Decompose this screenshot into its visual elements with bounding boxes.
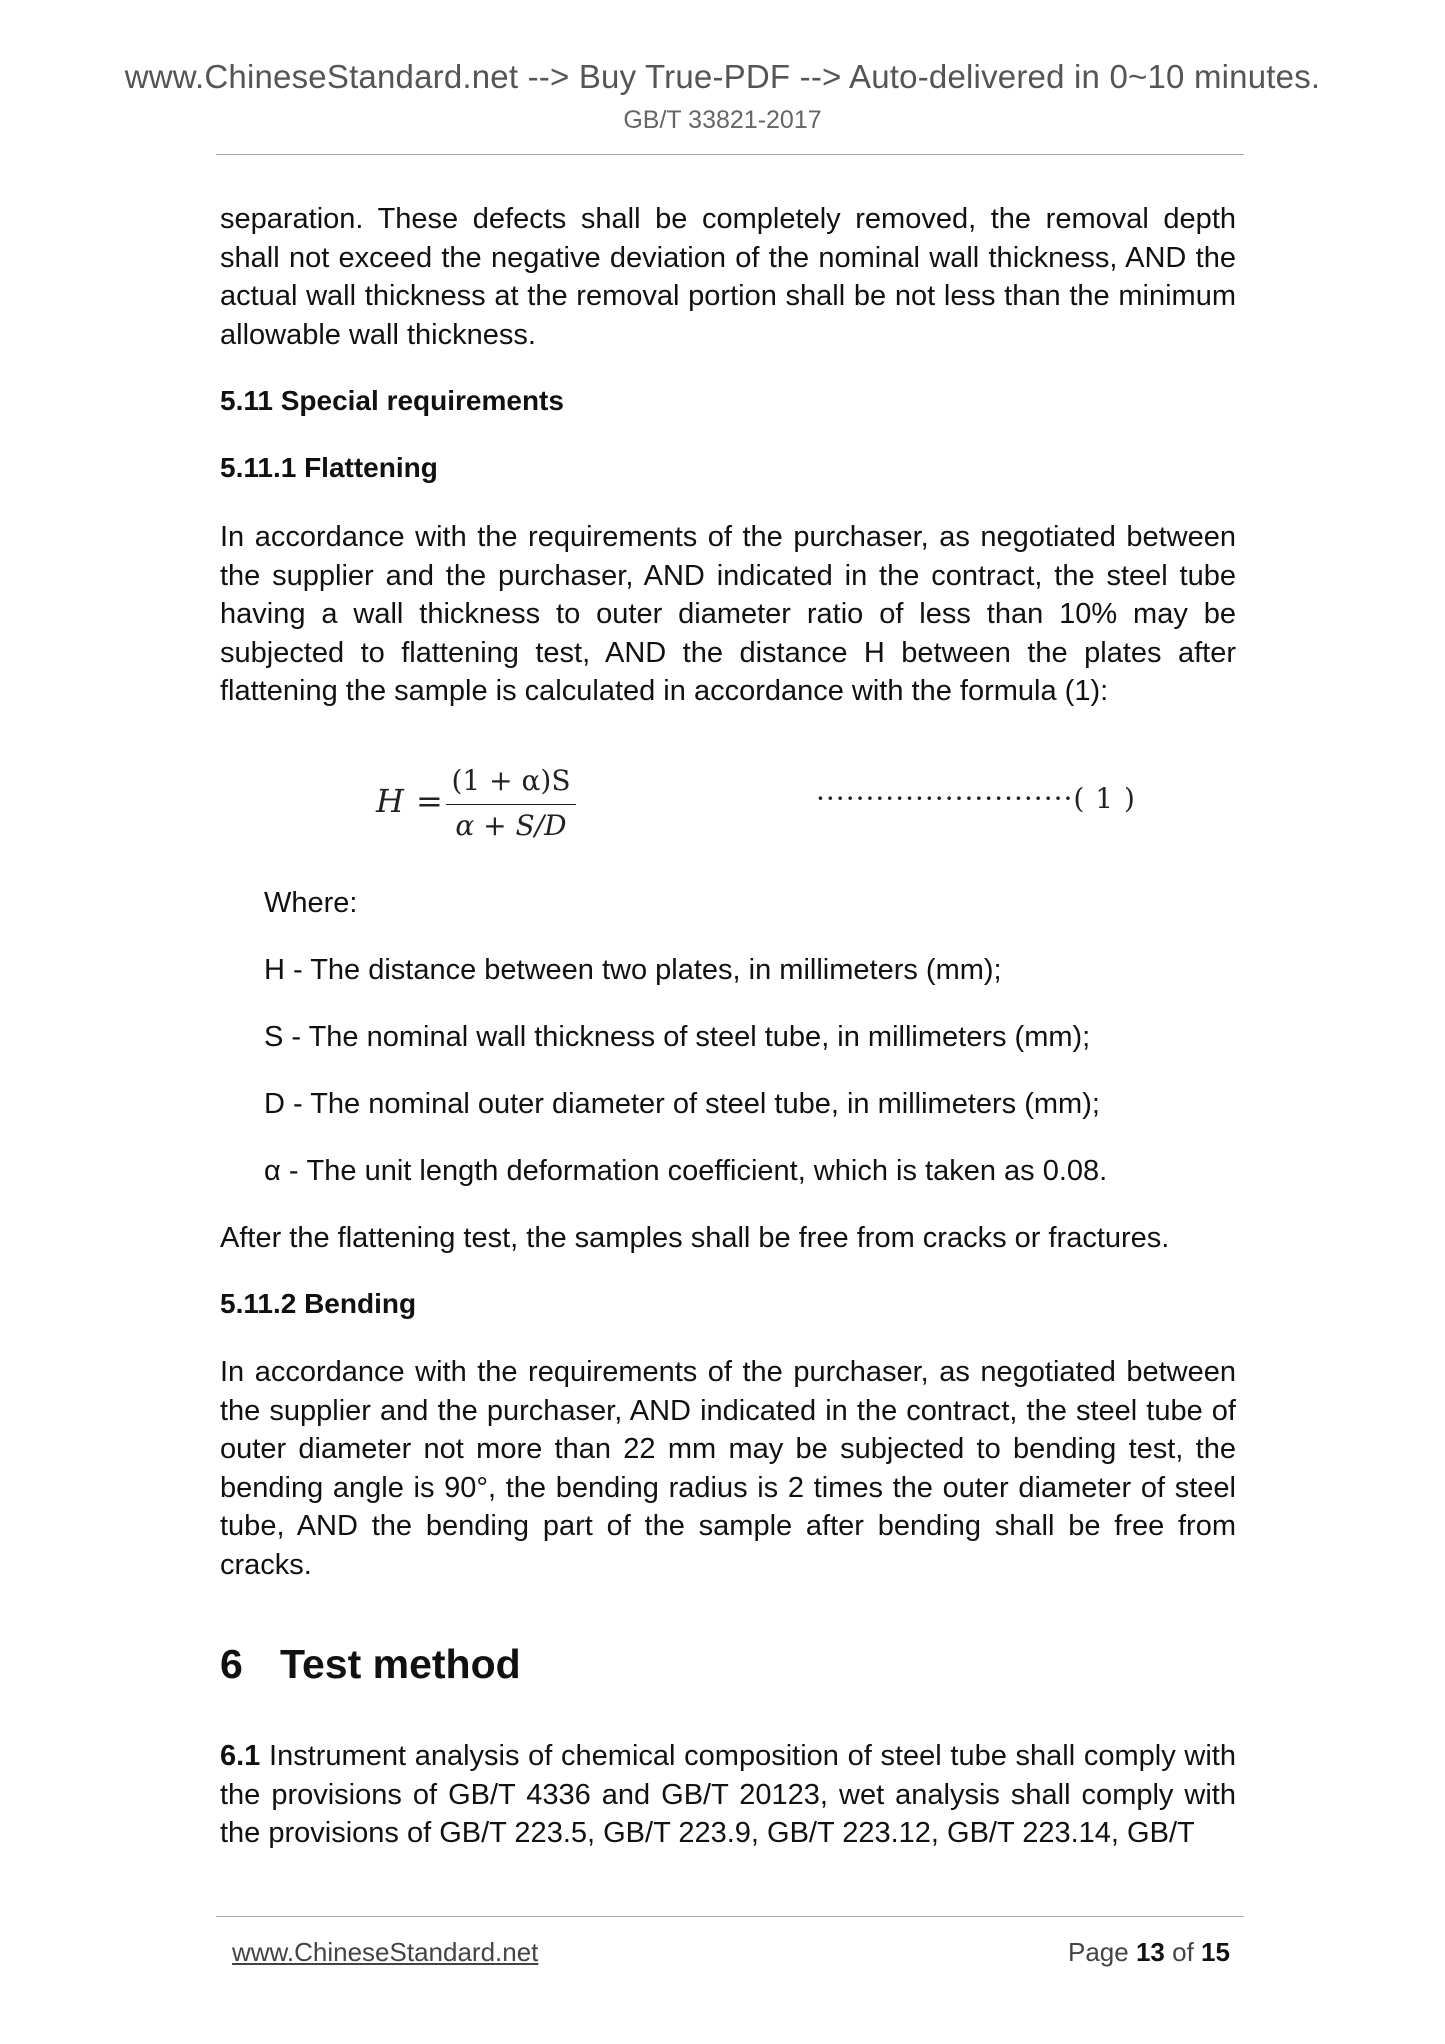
heading-5-11: 5.11 Special requirements (220, 385, 564, 416)
formula-fraction (446, 764, 576, 842)
header-banner: www.ChineseStandard.net --> Buy True-PDF --> Auto-delivered in 0~10 minutes. (124, 58, 1321, 95)
where-item-alpha: α - The unit length deformation coefficient, which is taken as 0.08. (264, 1155, 1108, 1187)
where-label: Where: (264, 887, 358, 919)
where-item-s: S - The nominal wall thickness of steel tube, in millimeters (mm); (264, 1021, 1091, 1053)
clause-6-1-text: Instrument analysis of chemical composition of steel tube shall comply with the provisions of GB/T 4336 and GB/T 20123, wet analysis shall comply with the provisions of GB/T 223.5, GB/T 223.9, GB/T 223.12, GB/T 223.14, GB/T (220, 1740, 1236, 1849)
footer-divider (216, 1916, 1244, 1917)
page-indicator (1068, 1937, 1230, 1968)
formula-1 (376, 756, 1236, 856)
formula-denominator: α + S/D (455, 809, 567, 842)
where-item-d: D - The nominal outer diameter of steel tube, in millimeters (mm); (264, 1088, 1100, 1120)
formula-lhs: H (376, 782, 404, 820)
clause-6-1-number: 6.1 (220, 1740, 261, 1772)
fraction-bar (446, 804, 576, 805)
paragraph-separation: separation. These defects shall be completely removed, the removal depth shall not exceed the negative deviation of the nominal wall thickness, AND the actual wall thickness at the removal portion shall be not less than the minimum allowable wall thickness. (220, 203, 1236, 351)
paragraph-6-1 (220, 1737, 1236, 1853)
footer-website-link[interactable]: www.ChineseStandard.net (232, 1937, 539, 1967)
paragraph-flattening: In accordance with the requirements of the purchaser, as negotiated between the supplier and the purchaser, AND indicated in the contract, the steel tube having a wall thickness to outer diameter ratio of less than 10% may be subjected to flattening test, AND the distance H between the plates after flattening the sample is calculated in accordance with the formula (1): (220, 521, 1236, 707)
paragraph-after-flattening: After the flattening test, the samples shall be free from cracks or fractures. (220, 1222, 1170, 1254)
formula-numerator: (1 + α)S (451, 764, 571, 797)
page-number: 13 (1135, 1937, 1165, 1967)
standard-code: GB/T 33821-2017 (623, 106, 822, 134)
where-item-h: H - The distance between two plates, in millimeters (mm); (264, 954, 1002, 986)
formula-reference: ··························( 1 ) (816, 782, 1136, 815)
page-label: Page (1068, 1937, 1129, 1967)
heading-5-11-2: 5.11.2 Bending (220, 1288, 417, 1319)
heading-6 (220, 1641, 521, 1688)
header-divider (216, 154, 1244, 155)
of-label: of (1172, 1937, 1194, 1967)
page-total: 15 (1201, 1937, 1230, 1967)
heading-5-11-1: 5.11.1 Flattening (220, 452, 438, 483)
heading-6-number: 6 (220, 1641, 243, 1687)
heading-6-title: Test method (280, 1641, 521, 1687)
paragraph-bending: In accordance with the requirements of the purchaser, as negotiated between the supplier and the purchaser, AND indicated in the contract, the steel tube of outer diameter not more than 22 mm may be subjected to bending test, the bending angle is 90°, the bending radius is 2 times the outer diameter of steel tube, AND the bending part of the sample after bending shall be free from cracks. (220, 1356, 1236, 1581)
formula-equals: = (416, 782, 443, 820)
